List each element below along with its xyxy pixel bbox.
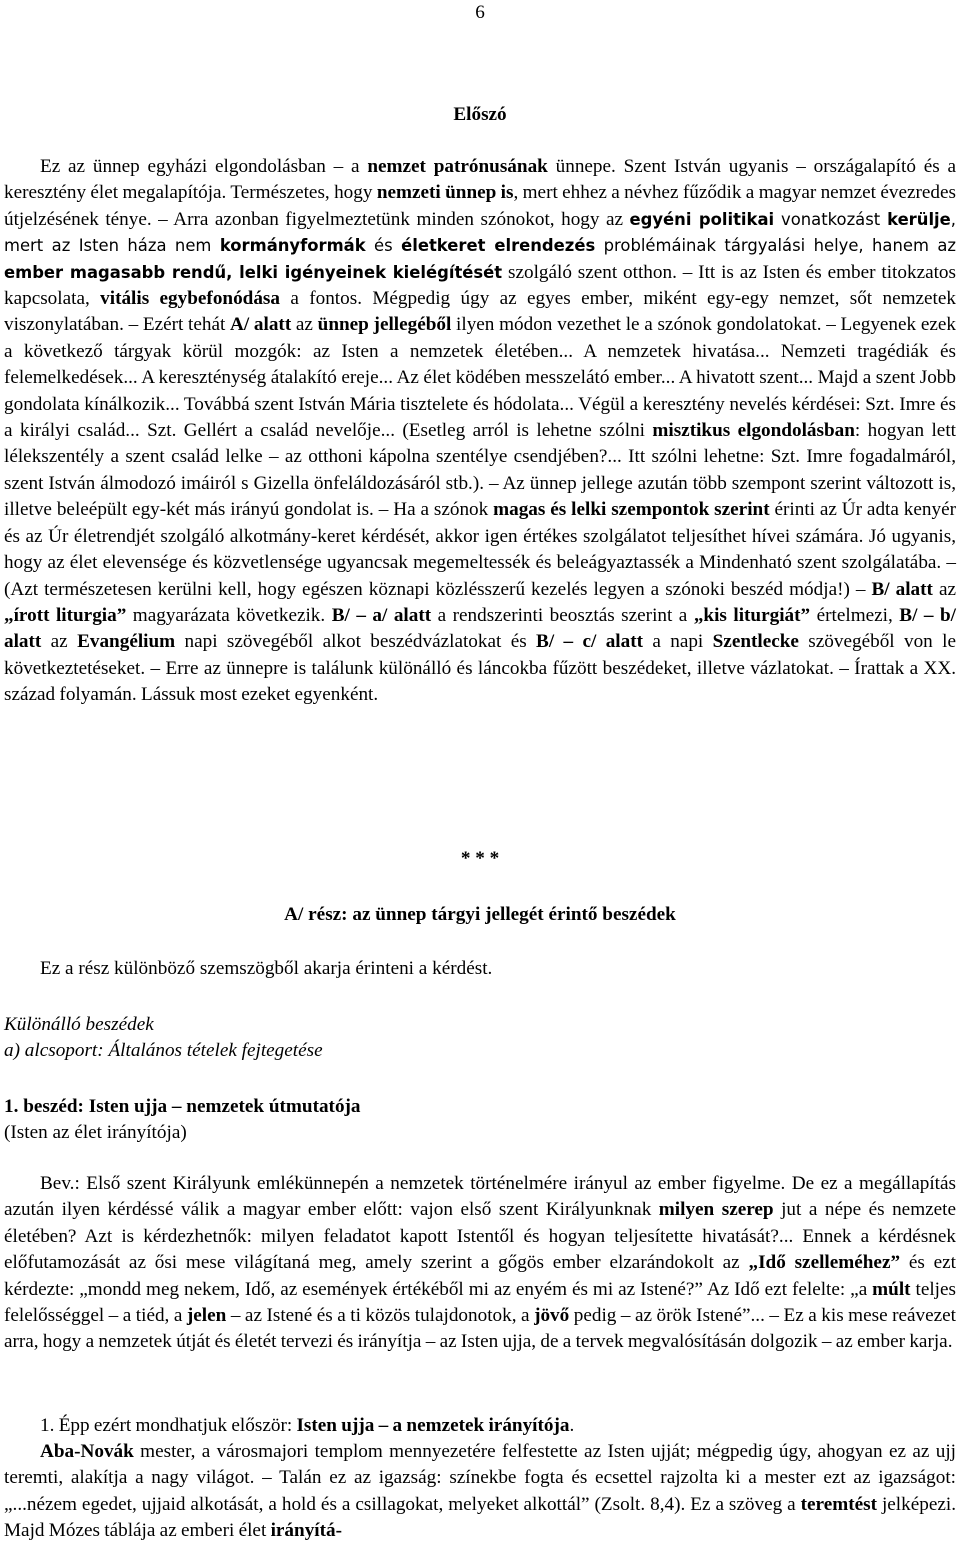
page-number: 6 <box>475 2 485 23</box>
intro-paragraph: Bev.: Első szent Királyunk emlékünnepén a nemzetek történelmére irányul az ember figyelme. De ez a megállapítás azután ilyen kérdéssé válik a magyar ember előtt: vajon első szent Királyunknak milyen szerep jut a népe és nemzete életében? Azt is kérdezhetnők: milyen feladatot kapott Istentől és hogyan teljesítette hivatását?... Ennek a kérdésnek előfutamozását az ősi mese világítaná meg, amely szerint a gőgös ember elzarándokolt az „Idő szelleméhez” és ezt kérdezte: „mondd meg nekem, Idő, az események értékéből mi az enyém és mi az Istené?” Az Idő ezt felelte: „a múlt teljes felelősséggel – a tiéd, a jelen – az Istené és a ti közös tulajdonotok, a jövő pedig – az örök Istené”... – Ez a kis mese reávezet arra, hogy a nemzetek útját és életét tervezi és irányítja – az Isten ujja, de a tervek megvalósításán dolgozik – az ember karja. <box>4 1173 957 1353</box>
section-separator: * * * <box>460 848 500 869</box>
section-intro: Ez a rész különböző szemszögből akarja érinteni a kérdést. <box>40 958 493 979</box>
speech-subtitle: (Isten az élet irányítója) <box>4 1122 187 1143</box>
subgroup-label: a) alcsoport: Általános tételek fejtegetése <box>4 1040 323 1061</box>
group-label: Különálló beszédek <box>4 1014 154 1035</box>
preface-paragraph: Ez az ünnep egyházi elgondolásban – a nemzet patrónusának ünnepe. Szent István ugyanis – országalapító és a keresztény élet megalapítója. Természetes, hogy nemzeti ünnep is, mert ehhez a névhez fűződik a magyar nemzet évezredes útjelzésének ténye. – Arra azonban figyelmeztetünk minden szónokot, hogy az egyéni politikai vonatkozást kerülje, mert az Isten háza nem kormányformák és életkeret elrendezés problémáinak tárgyalási helye, hanem az ember magasabb rendű, lelki igényeinek kielégítését szolgáló szent otthon. – Itt is az Isten és ember titokzatos kapcsolata, vitális egybefonódása a fontos. Mégpedig úgy az egyes ember, miként egy-egy nemzet, sőt nemzetek viszonylatában. – Ezért tehát A/ alatt az ünnep jellegéből ilyen módon vezethet le a szónok gondolatokat. – Legyenek ezek a következő tárgyak körül mozgók: az Isten a nemzetek életében... A nemzetek hivatása... Nemzeti tragédiák és felemelkedések... A kereszténység átalakító ereje... Az élet ködében messzelátó ember... A hivatott szent... Majd a szent Jobb gondolata kínálkozik... Továbbá szent István Mária tisztelete és hódolata... Végül a keresztény nevelés kérdései: Szt. Imre és a királyi család... Szt. Gellért a család nevelője... (Esetleg arról is lehetne szólni misztikus elgondolásban: hogyan lett lélekszentély a szent család lelke – az otthoni kápolna szentélye csendjében?... Itt szólni lehetne: Szt. Imre fogadalmáról, szent István álmodozó imáiról s Gizella önfeláldozásáról stb.). – Az ünnep jellege azután több szempont szerint változott is, illetve beleépült egy-két más irányú gondolat is. – Ha a szónok magas és lelki szempontok szerint érinti az Úr adta kenyér és az Úr életrendjét szolgáló alkotmány-keret kérdését, akkor igen értékes szolgálatot teljesíthet hívei számára. Jó ugyanis, hogy az élet elevensége és közvetlensége ugyancsak megemeltessék és beleágyaztassék a Mindenható szent szolgálatába. – (Azt természetesen kerülni kell, hogy egészen köznapi közlésszerű kezelés legyen a szónoki beszéd módja!) – B/ alatt az „írott liturgia” magyarázata következik. B/ – a/ alatt a rendszerinti beosztás szerint a „kis liturgiát” értelmezi, B/ – b/ alatt az Evangélium napi szövegéből alkot beszédvázlatokat és B/ – c/ alatt a napi Szentlecke szövegéből von le következtetéseket. – Erre az ünnepre is találunk különálló és láncokba fűzött beszédeket, illetve vázlatokat. – Írattak a XX. század folyamán. Lássuk most ezeket egyenként. <box>4 156 957 706</box>
speech-title: 1. beszéd: Isten ujja – nemzetek útmutatója <box>4 1096 361 1117</box>
section-title: A/ rész: az ünnep tárgyi jellegét érintő beszédek <box>284 904 676 925</box>
page-title: Előszó <box>453 104 507 125</box>
body-paragraph: Aba-Novák mester, a városmajori templom mennyezetére felfestette az Isten ujját; mégpedig úgy, ahogyan ez az ujj teremti, alakítja a nagy világot. – Talán ez az igazság: színekbe fogta és ecsettel rajzolta ki a mester ezt az igazságot: „...nézem egedet, ujjaid alkotását, a hold és a csillagokat, melyeket alkottál” (Zsolt. 8,4). Ez a szöveg a teremtést jelképezi. Majd Mózes táblája az emberi élet irányítá- <box>4 1441 957 1542</box>
point-heading: 1. Épp ezért mondhatjuk először: Isten ujja – a nemzetek irányítója. <box>40 1415 575 1436</box>
